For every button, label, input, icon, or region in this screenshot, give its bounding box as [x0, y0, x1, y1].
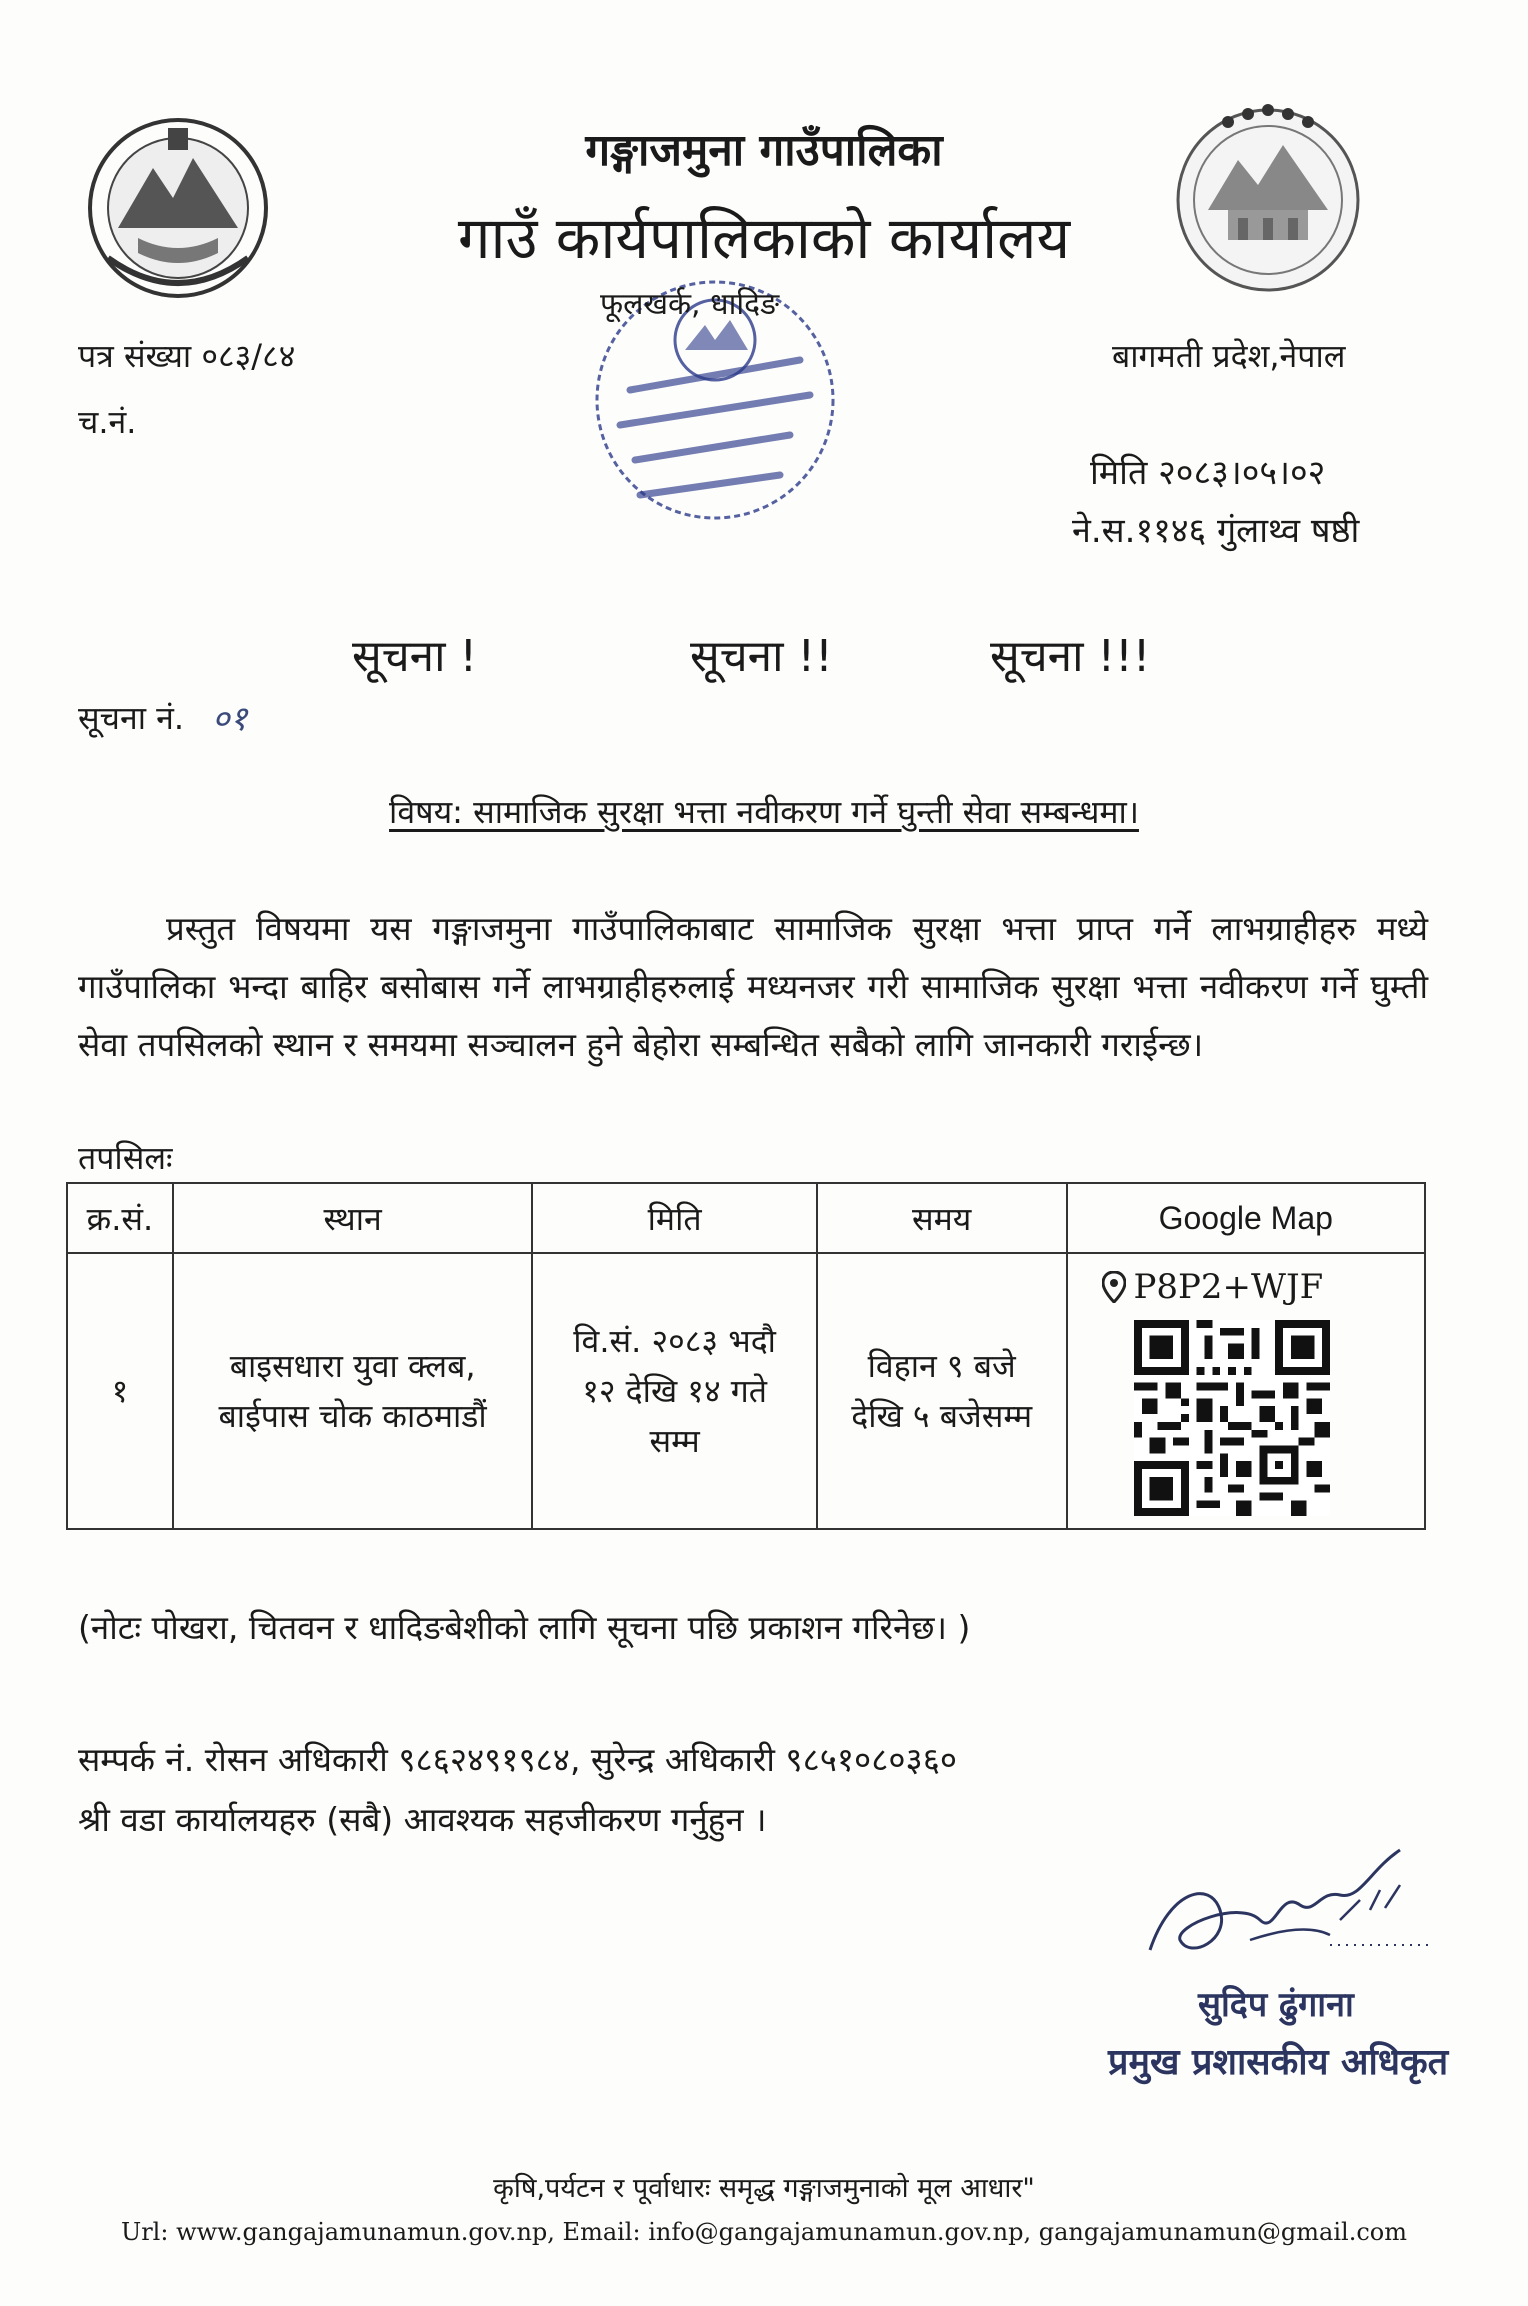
signer-name: सुदिप ढुंगाना — [1198, 1985, 1354, 2025]
notice-heading-2: सूचना !! — [690, 631, 833, 682]
header-serial: क्र.सं. — [67, 1183, 173, 1253]
subject-text: विषय: सामाजिक सुरक्षा भत्ता नवीकरण गर्ने घुन्ती सेवा सम्बन्धमा। — [389, 793, 1139, 831]
header-place: स्थान — [173, 1183, 532, 1253]
organization-name: गङ्गाजमुना गाउँपालिका — [585, 125, 943, 176]
body-paragraph: प्रस्तुत विषयमा यस गङ्गाजमुना गाउँपालिकाबाट सामाजिक सुरक्षा भत्ता प्राप्त गर्ने लाभग्राहीहरु मध्ये गाउँपालिका भन्दा बाहिर बसोबास गर्ने लाभग्राहीहरुलाई मध्यनजर गरी सामाजिक सुरक्षा भत्ता नवीकरण गर्ने घुम्ती सेवा तपसिलको स्थान र समयमा सञ्चालन हुने बेहोरा सम्बन्धित सबैको लागि जानकारी गराईन्छ। — [78, 909, 1428, 1064]
office-name: गाउँ कार्यपालिकाको कार्यालय — [457, 204, 1071, 272]
date-line-2: १२ देखि १४ गते — [582, 1372, 768, 1410]
place-line-2: बाईपास चोक काठमाडौं — [218, 1397, 487, 1435]
cell-serial: १ — [67, 1253, 173, 1529]
signer-title: प्रमुख प्रशासकीय अधिकृत — [1108, 2042, 1449, 2083]
letter-number: पत्र संख्या ०८३/८४ — [78, 337, 296, 375]
ward-request: श्री वडा कार्यालयहरु (सबै) आवश्यक सहजीकरण गर्नुहुन । — [78, 1800, 767, 1839]
location-pin-icon — [1102, 1271, 1126, 1303]
office-location: फूलखर्क, धादिङ — [600, 287, 780, 322]
cell-place — [173, 1253, 532, 1529]
place-line-1: बाइसधारा युवा क्लब, — [229, 1347, 476, 1385]
footer-motto: कृषि,पर्यटन र पूर्वाधारः समृद्ध गङ्गाजमुनाको मूल आधार" — [493, 2173, 1035, 2204]
province-label: बागमती प्रदेश,नेपाल — [1112, 337, 1346, 375]
dispatch-number: च.नं. — [78, 403, 137, 441]
note-text: (नोटः पोखरा, चितवन र धादिङबेशीको लागि सूचना पछि प्रकाशन गरिनेछ। ) — [78, 1608, 971, 1647]
qr-code-icon[interactable] — [1134, 1320, 1330, 1516]
notice-heading-1: सूचना ! — [352, 631, 478, 682]
details-label: तपसिलः — [78, 1139, 173, 1177]
notice-number-value: ०१ — [212, 699, 248, 739]
subject-line — [0, 790, 1528, 833]
notice-heading-3: सूचना !!! — [990, 631, 1151, 682]
header-time: समय — [817, 1183, 1067, 1253]
header-google-map: Google Map — [1067, 1183, 1425, 1253]
header-date: मिति — [532, 1183, 817, 1253]
time-line-2: देखि ५ बजेसम्म — [851, 1397, 1033, 1435]
schedule-table — [66, 1182, 1426, 1530]
plus-code — [1102, 1262, 1324, 1312]
time-line-1: विहान ९ बजे — [867, 1347, 1016, 1385]
plus-code-text: P8P2+WJF — [1133, 1267, 1324, 1307]
cell-time — [817, 1253, 1067, 1529]
date-line-1: वि.सं. २०८३ भदौ — [573, 1322, 776, 1360]
notice-number-label: सूचना नं. — [78, 699, 185, 737]
contact-numbers: सम्पर्क नं. रोसन अधिकारी ९८६२४९१९८४, सुरेन्द्र अधिकारी ९८५१०८०३६० — [78, 1740, 958, 1779]
table-header-row — [67, 1183, 1425, 1253]
cell-google-map — [1067, 1253, 1425, 1529]
date-line-3: सम्म — [649, 1422, 700, 1460]
cell-date — [532, 1253, 817, 1529]
table-row — [67, 1253, 1425, 1529]
date-bikram-sambat: मिति २०८३।०५।०२ — [1090, 453, 1326, 493]
date-nepal-sambat: ने.स.११४६ गुंलाथ्व षष्ठी — [1072, 511, 1360, 551]
footer-contact[interactable]: Url: www.gangajamunamun.gov.np, Email: info@gangajamunamun.gov.np, gangajamunamun@gmail.com — [120, 2218, 1407, 2246]
